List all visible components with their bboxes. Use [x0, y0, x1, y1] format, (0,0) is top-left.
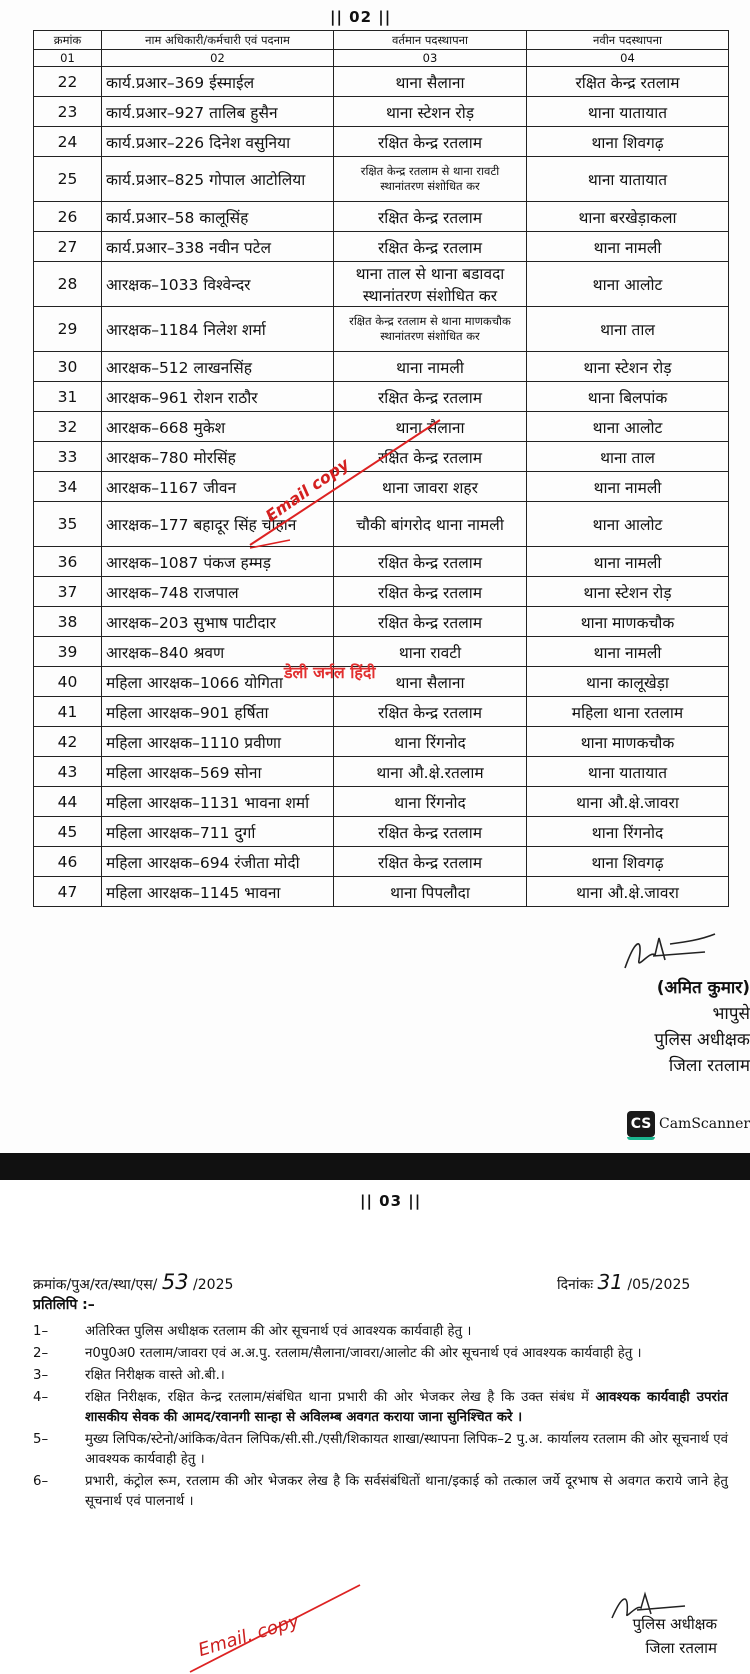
row-name: कार्य.प्रआर–369 ईस्माईल [102, 67, 334, 97]
row-new-posting: थाना शिवगढ़ [527, 127, 729, 157]
row-number: 25 [34, 157, 102, 202]
table-row [34, 442, 729, 472]
row-current-posting: रक्षित केन्द्र रतलाम से थाना माणकचौक स्थानांतरण संशोधित कर [334, 307, 527, 352]
row-new-posting: थाना आलोट [527, 502, 729, 547]
copy-to-label: प्रतिलिपि :– [33, 1297, 95, 1313]
row-new-posting: थाना आलोट [527, 412, 729, 442]
table-row [34, 472, 729, 502]
table-row [34, 577, 729, 607]
row-new-posting: थाना स्टेशन रोड़ [527, 352, 729, 382]
reference-prefix: क्रमांक/पुअ/रत/स्था/एस/ [33, 1277, 158, 1293]
table-row [34, 817, 729, 847]
header-no: क्रमांक [34, 31, 102, 50]
row-new-posting: थाना औ.क्षे.जावरा [527, 877, 729, 907]
camscanner-label: CamScanner [659, 1116, 750, 1132]
row-number: 34 [34, 472, 102, 502]
colnum-no: 01 [34, 50, 102, 67]
officer-service: भापुसे [712, 1004, 750, 1024]
row-new-posting: थाना माणकचौक [527, 727, 729, 757]
row-number: 24 [34, 127, 102, 157]
row-number: 32 [34, 412, 102, 442]
row-number: 36 [34, 547, 102, 577]
row-name: महिला आरक्षक–1145 भावना [102, 877, 334, 907]
row-number: 29 [34, 307, 102, 352]
officer-district: जिला रतलाम [668, 1056, 750, 1076]
row-name: आरक्षक–668 मुकेश [102, 412, 334, 442]
copy-to-item [33, 1430, 728, 1470]
row-number: 40 [34, 667, 102, 697]
row-new-posting: थाना यातायात [527, 157, 729, 202]
row-new-posting: थाना यातायात [527, 757, 729, 787]
row-new-posting: थाना रिंगनोद [527, 817, 729, 847]
row-current-posting: थाना नामली [334, 352, 527, 382]
copy-to-item [33, 1388, 728, 1428]
row-current-posting: रक्षित केन्द्र रतलाम [334, 547, 527, 577]
table-row [34, 127, 729, 157]
row-new-posting: थाना ताल [527, 442, 729, 472]
table-row [34, 412, 729, 442]
row-new-posting: थाना नामली [527, 472, 729, 502]
row-number: 39 [34, 637, 102, 667]
row-name: आरक्षक–1087 पंकज हम्मड़ [102, 547, 334, 577]
row-name: आरक्षक–1033 विश्वेन्दर [102, 262, 334, 307]
camscanner-badge [627, 1111, 750, 1137]
row-name: आरक्षक–203 सुभाष पाटीदार [102, 607, 334, 637]
row-name: महिला आरक्षक–1131 भावना शर्मा [102, 787, 334, 817]
copy-to-item-number: 3– [33, 1368, 49, 1383]
row-new-posting: थाना आलोट [527, 262, 729, 307]
row-name: महिला आरक्षक–711 दुर्गा [102, 817, 334, 847]
table-row [34, 202, 729, 232]
row-current-posting: रक्षित केन्द्र रतलाम [334, 382, 527, 412]
row-current-posting: थाना सैलाना [334, 667, 527, 697]
row-number: 45 [34, 817, 102, 847]
row-number: 43 [34, 757, 102, 787]
date-line [557, 1270, 690, 1294]
table-row [34, 547, 729, 577]
colnum-name: 02 [102, 50, 334, 67]
row-name: आरक्षक–177 बहादूर सिंह चौहान [102, 502, 334, 547]
copy-to-item [33, 1322, 728, 1342]
row-current-posting: थाना सैलाना [334, 412, 527, 442]
page-number: || 03 || [360, 1192, 422, 1210]
row-number: 47 [34, 877, 102, 907]
table-row [34, 877, 729, 907]
row-new-posting: थाना ताल [527, 307, 729, 352]
table-row [34, 352, 729, 382]
table-row [34, 232, 729, 262]
date-suffix: /05/2025 [627, 1277, 691, 1293]
row-number: 31 [34, 382, 102, 412]
table-row [34, 727, 729, 757]
table-row [34, 157, 729, 202]
copy-to-item-text [85, 1344, 728, 1364]
row-number: 23 [34, 97, 102, 127]
copy-to-item-body: मुख्य लिपिक/स्टेनो/आंकिक/वेतन लिपिक/सी.सी./एसी/शिकायत शाखा/स्थापना लिपिक–2 पु.अ. कार्यालय रतलाम की ओर सूचनार्थ एवं आवश्यक कार्यवाही हेतु । [85, 1432, 728, 1467]
table-row [34, 607, 729, 637]
copy-to-item-number: 2– [33, 1346, 49, 1361]
header-current-posting: वर्तमान पदस्थापना [334, 31, 527, 50]
table-row [34, 637, 729, 667]
page-separator [0, 1153, 750, 1180]
row-name: आरक्षक–961 रोशन राठौर [102, 382, 334, 412]
colnum-new: 04 [527, 50, 729, 67]
row-current-posting: थाना स्टेशन रोड़ [334, 97, 527, 127]
copy-to-item-text [85, 1388, 728, 1428]
table-row [34, 97, 729, 127]
table-header-row [34, 31, 729, 50]
copy-to-item-body: रक्षित निरीक्षक, रक्षित केन्द्र रतलाम/संबंधित थाना प्रभारी की ओर भेजकर लेख है कि उक्त संबंध में [85, 1390, 589, 1405]
row-current-posting: थाना ताल से थाना बडावदा स्थानांतरण संशोधित कर [334, 262, 527, 307]
row-new-posting: थाना औ.क्षे.जावरा [527, 787, 729, 817]
table-row [34, 502, 729, 547]
daily-journal-watermark: डेली जर्नल हिंदी [284, 663, 376, 682]
email-copy-handwritten-note-2: Email. copy [195, 1610, 302, 1661]
row-number: 41 [34, 697, 102, 727]
colnum-current: 03 [334, 50, 527, 67]
copy-to-item-number: 4– [33, 1390, 49, 1405]
officer-name: (अमित कुमार) [656, 978, 750, 998]
page-three [0, 1180, 750, 1674]
column-number-row [34, 50, 729, 67]
row-current-posting: रक्षित केन्द्र रतलाम [334, 232, 527, 262]
row-name: कार्य.प्रआर–226 दिनेश वसुनिया [102, 127, 334, 157]
row-name: आरक्षक–748 राजपाल [102, 577, 334, 607]
copy-to-item [33, 1472, 728, 1512]
row-current-posting: थाना रिंगनोद [334, 787, 527, 817]
table-row [34, 697, 729, 727]
row-current-posting: थाना रावटी [334, 637, 527, 667]
row-name: महिला आरक्षक–1066 योगिता [102, 667, 334, 697]
row-number: 37 [34, 577, 102, 607]
copy-to-item-number: 1– [33, 1324, 49, 1339]
row-current-posting: रक्षित केन्द्र रतलाम [334, 577, 527, 607]
copy-to-item-body: अतिरिक्त पुलिस अधीक्षक रतलाम की ओर सूचनार्थ एवं आवश्यक कार्यवाही हेतु । [85, 1324, 472, 1339]
row-current-posting: थाना रिंगनोद [334, 727, 527, 757]
row-number: 27 [34, 232, 102, 262]
row-new-posting: रक्षित केन्द्र रतलाम [527, 67, 729, 97]
row-new-posting: थाना कालूखेड़ा [527, 667, 729, 697]
signatory-designation: पुलिस अधीक्षक [632, 1615, 717, 1633]
row-name: कार्य.प्रआर–927 तालिब हुसैन [102, 97, 334, 127]
row-current-posting: थाना पिपलौदा [334, 877, 527, 907]
row-current-posting: रक्षित केन्द्र रतलाम [334, 697, 527, 727]
row-number: 46 [34, 847, 102, 877]
row-name: आरक्षक–780 मोरसिंह [102, 442, 334, 472]
row-number: 26 [34, 202, 102, 232]
row-number: 42 [34, 727, 102, 757]
row-current-posting: रक्षित केन्द्र रतलाम [334, 127, 527, 157]
table-row [34, 757, 729, 787]
table-row [34, 307, 729, 352]
row-name: आरक्षक–1167 जीवन [102, 472, 334, 502]
copy-to-item-body: रक्षित निरीक्षक वास्ते ओ.बी.। [85, 1368, 225, 1383]
row-number: 22 [34, 67, 102, 97]
row-number: 38 [34, 607, 102, 637]
copy-to-item [33, 1366, 728, 1386]
copy-to-item-text [85, 1366, 728, 1386]
row-number: 35 [34, 502, 102, 547]
row-current-posting: रक्षित केन्द्र रतलाम [334, 817, 527, 847]
table-row [34, 67, 729, 97]
row-new-posting: थाना बरखेड़ाकला [527, 202, 729, 232]
row-current-posting: रक्षित केन्द्र रतलाम [334, 442, 527, 472]
row-new-posting: थाना नामली [527, 637, 729, 667]
row-number: 33 [34, 442, 102, 472]
reference-suffix: /2025 [193, 1277, 234, 1293]
row-current-posting: थाना औ.क्षे.रतलाम [334, 757, 527, 787]
table-row [34, 667, 729, 697]
table-body [34, 67, 729, 907]
header-new-posting: नवीन पदस्थापना [527, 31, 729, 50]
copy-to-item-text [85, 1430, 728, 1470]
row-name: कार्य.प्रआर–58 कालूसिंह [102, 202, 334, 232]
date-prefix: दिनांकः [557, 1277, 594, 1293]
signatory-district: जिला रतलाम [645, 1639, 717, 1657]
row-new-posting: थाना माणकचौक [527, 607, 729, 637]
copy-to-item [33, 1344, 728, 1364]
row-name: महिला आरक्षक–694 रंजीता मोदी [102, 847, 334, 877]
table-row [34, 847, 729, 877]
copy-to-item-number: 5– [33, 1432, 49, 1447]
row-number: 44 [34, 787, 102, 817]
row-new-posting: थाना स्टेशन रोड़ [527, 577, 729, 607]
row-new-posting: थाना यातायात [527, 97, 729, 127]
table-row [34, 382, 729, 412]
reference-line [33, 1270, 233, 1294]
table-row [34, 787, 729, 817]
copy-to-item-emphasis: आवश्यक कार्यवाही उपरांत शासकीय सेवक की आमद/रवानगी सान्हा से अविलम्ब अवगत कराया जाना सुनिश्चित करे । [85, 1390, 728, 1425]
page-number: || 02 || [330, 8, 392, 26]
row-current-posting: थाना जावरा शहर [334, 472, 527, 502]
row-name: महिला आरक्षक–569 सोना [102, 757, 334, 787]
camscanner-logo-icon: CS [627, 1111, 655, 1137]
copy-to-item-number: 6– [33, 1474, 49, 1489]
copy-to-list [33, 1322, 728, 1514]
signature-scribble-icon [607, 1590, 687, 1624]
copy-to-item-text [85, 1472, 728, 1512]
row-current-posting: रक्षित केन्द्र रतलाम [334, 202, 527, 232]
row-new-posting: थाना शिवगढ़ [527, 847, 729, 877]
reference-number: 53 [161, 1270, 189, 1294]
row-name: कार्य.प्रआर–825 गोपाल आटोलिया [102, 157, 334, 202]
signature-block-2 [597, 1612, 717, 1660]
table-row [34, 262, 729, 307]
row-name: आरक्षक–512 लाखनसिंह [102, 352, 334, 382]
row-new-posting: थाना बिलपांक [527, 382, 729, 412]
row-new-posting: महिला थाना रतलाम [527, 697, 729, 727]
row-name: कार्य.प्रआर–338 नवीन पटेल [102, 232, 334, 262]
header-name: नाम अधिकारी/कर्मचारी एवं पदनाम [102, 31, 334, 50]
row-current-posting: चौकी बांगरोद थाना नामली [334, 502, 527, 547]
row-new-posting: थाना नामली [527, 232, 729, 262]
email-copy-handwritten-note: Email copy [262, 454, 353, 526]
copy-to-item-text [85, 1322, 728, 1342]
signature-scribble-icon [615, 930, 725, 980]
copy-to-item-body: न0पु0अ0 रतलाम/जावरा एवं अ.अ.पु. रतलाम/सैलाना/जावरा/आलोट की ओर सूचनार्थ एवं आवश्यक कार्यवाही हेतु । [85, 1346, 642, 1361]
row-number: 28 [34, 262, 102, 307]
row-current-posting: रक्षित केन्द्र रतलाम [334, 607, 527, 637]
row-name: आरक्षक–1184 निलेश शर्मा [102, 307, 334, 352]
row-name: महिला आरक्षक–1110 प्रवीणा [102, 727, 334, 757]
officer-designation: पुलिस अधीक्षक [654, 1030, 750, 1050]
row-name: महिला आरक्षक–901 हर्षिता [102, 697, 334, 727]
row-new-posting: थाना नामली [527, 547, 729, 577]
row-name: आरक्षक–840 श्रवण [102, 637, 334, 667]
row-current-posting: रक्षित केन्द्र रतलाम [334, 847, 527, 877]
row-number: 30 [34, 352, 102, 382]
date-day: 31 [597, 1270, 623, 1294]
row-current-posting: थाना सैलाना [334, 67, 527, 97]
transfer-table [33, 30, 729, 907]
copy-to-item-body: प्रभारी, कंट्रोल रूम, रतलाम की ओर भेजकर लेख है कि सर्वसंबंधितों थाना/इकाई को तत्काल जर्ये दूरभाष से अवगत कराये जाने हेतु सूचनार्थ एवं पालनार्थ । [85, 1474, 728, 1509]
row-current-posting: रक्षित केन्द्र रतलाम से थाना रावटी स्थानांतरण संशोधित कर [334, 157, 527, 202]
